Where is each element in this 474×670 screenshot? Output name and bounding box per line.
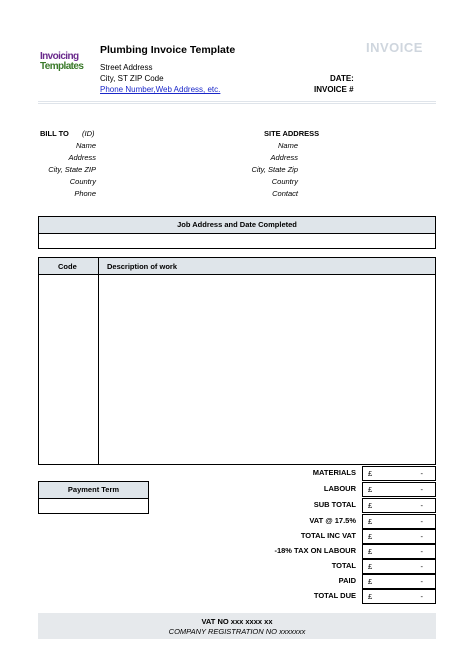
currency-symbol: £	[368, 547, 373, 556]
amount: -	[420, 592, 423, 601]
work-table	[38, 257, 436, 465]
logo-line1: Invoicing	[40, 51, 79, 62]
amount: -	[420, 501, 423, 510]
bill-to-country: Country	[69, 177, 96, 186]
site-country: Country	[271, 177, 298, 186]
labour-label: LABOUR	[323, 484, 356, 493]
amount: -	[420, 469, 423, 478]
bill-to-phone: Phone	[74, 189, 96, 198]
description-column-header: Description of work	[107, 262, 178, 271]
paid-label: PAID	[338, 576, 356, 585]
tax-on-labour-value[interactable]	[362, 544, 436, 559]
site-contact: Contact	[272, 189, 298, 198]
amount: -	[420, 532, 423, 541]
amount: -	[420, 562, 423, 571]
job-address-box	[38, 216, 436, 249]
paid-value[interactable]	[362, 574, 436, 589]
total-due-label: TOTAL DUE	[313, 591, 356, 600]
labour-value[interactable]	[362, 482, 436, 497]
payment-term-header: Payment Term	[39, 482, 148, 499]
tax-on-labour-label: -18% TAX ON LABOUR	[274, 546, 356, 555]
description-cell[interactable]	[99, 275, 435, 464]
payment-term-input[interactable]	[39, 499, 148, 514]
vat-label: VAT @ 17.5%	[309, 516, 356, 525]
materials-value[interactable]	[362, 466, 436, 481]
footer-band	[38, 613, 436, 639]
total-due-value[interactable]	[362, 589, 436, 604]
vat-number: VAT NO xxx xxxx xx	[201, 617, 273, 626]
total-inc-vat-value[interactable]	[362, 529, 436, 544]
logo-line2: Templates	[40, 61, 84, 72]
bill-to-label: BILL TO	[40, 129, 69, 138]
currency-symbol: £	[368, 562, 373, 571]
site-address: Address	[270, 153, 298, 162]
street-address: Street Address	[100, 63, 153, 72]
site-address-label: SITE ADDRESS	[264, 129, 320, 138]
code-column-header: Code	[58, 262, 77, 271]
currency-symbol: £	[368, 517, 373, 526]
total-value[interactable]	[362, 559, 436, 574]
total-inc-vat-label: TOTAL INC VAT	[300, 531, 356, 540]
header-divider	[38, 100, 436, 105]
amount: -	[420, 485, 423, 494]
materials-label: MATERIALS	[312, 468, 356, 477]
city-state-zip: City, ST ZIP Code	[100, 74, 164, 83]
bill-to-id: (ID)	[82, 129, 95, 138]
invoice-heading: INVOICE	[366, 40, 423, 55]
code-cell[interactable]	[39, 275, 98, 464]
job-address-header: Job Address and Date Completed	[39, 217, 435, 234]
contact-link[interactable]: Phone Number,Web Address, etc.	[100, 85, 221, 94]
currency-symbol: £	[368, 577, 373, 586]
amount: -	[420, 517, 423, 526]
currency-symbol: £	[368, 592, 373, 601]
amount: -	[420, 577, 423, 586]
date-label: DATE:	[330, 74, 354, 83]
vat-value[interactable]	[362, 514, 436, 529]
amount: -	[420, 547, 423, 556]
currency-symbol: £	[368, 469, 373, 478]
bill-to-name: Name	[75, 141, 96, 150]
document-title: Plumbing Invoice Template	[100, 44, 236, 56]
company-registration: COMPANY REGISTRATION NO xxxxxxx	[168, 627, 306, 636]
invoice-number-label: INVOICE #	[314, 85, 354, 94]
subtotal-value[interactable]	[362, 498, 436, 513]
job-address-input[interactable]	[39, 234, 435, 249]
currency-symbol: £	[368, 532, 373, 541]
site-name: Name	[277, 141, 298, 150]
subtotal-label: SUB TOTAL	[313, 500, 356, 509]
currency-symbol: £	[368, 501, 373, 510]
company-logo	[40, 52, 92, 80]
site-city: City, State Zip	[251, 165, 298, 174]
bill-to-city: City, State ZIP	[48, 165, 96, 174]
currency-symbol: £	[368, 485, 373, 494]
bill-to-address: Address	[68, 153, 96, 162]
total-label: TOTAL	[331, 561, 356, 570]
payment-term-box	[38, 481, 149, 514]
